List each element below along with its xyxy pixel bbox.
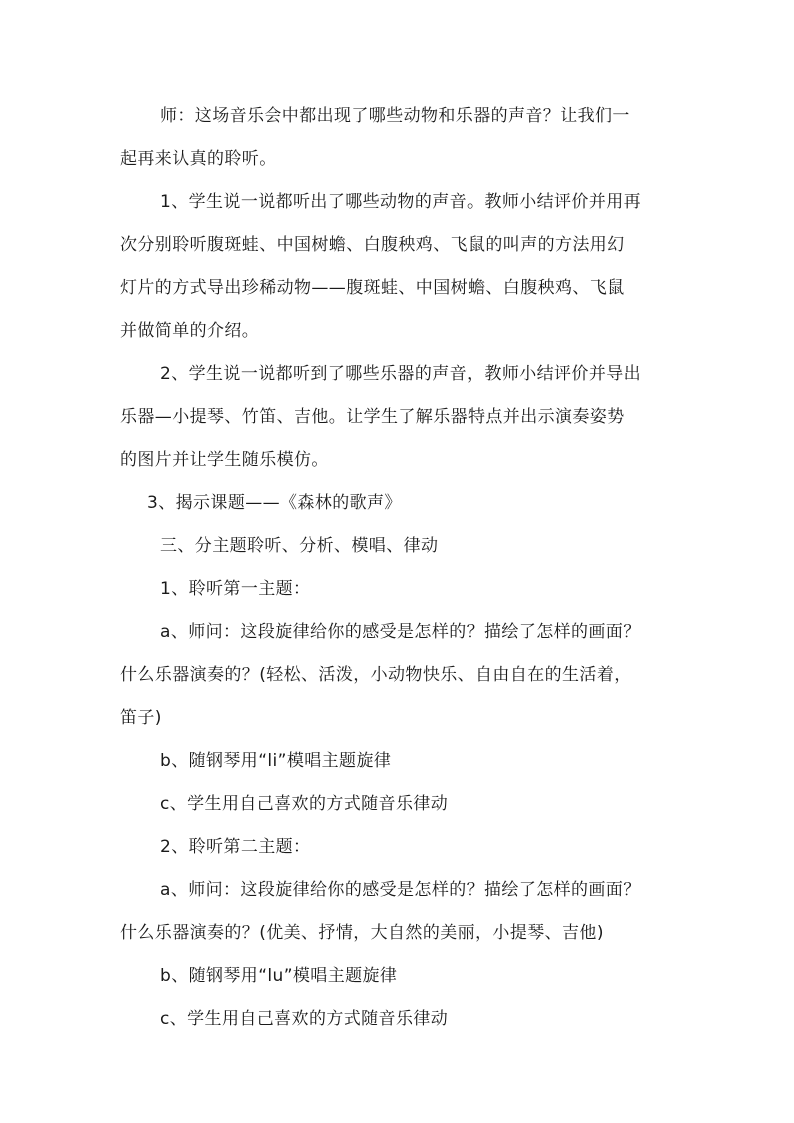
paragraph-line: a、师问：这段旋律给你的感受是怎样的？描绘了怎样的画面？ [160, 622, 641, 642]
paragraph-line: 灯片的方式导出珍稀动物——腹斑蛙、中国树蟾、白腹秧鸡、飞鼠 [120, 278, 625, 298]
paragraph-line: b、随钢琴用“lu”模唱主题旋律 [160, 966, 398, 986]
paragraph-line: 的图片并让学生随乐模仿。 [120, 450, 329, 470]
subsection-heading: 1、聆听第一主题： [160, 579, 311, 599]
paragraph-line: b、随钢琴用“li”模唱主题旋律 [160, 751, 392, 771]
paragraph-line: c、学生用自己喜欢的方式随音乐律动 [160, 794, 449, 814]
paragraph-line: 什么乐器演奏的？(优美、抒情，大自然的美丽，小提琴、吉他) [120, 923, 604, 943]
paragraph-line: c、学生用自己喜欢的方式随音乐律动 [160, 1009, 449, 1029]
paragraph-line: 并做简单的介绍。 [120, 321, 260, 341]
paragraph-line: 起再来认真的聆听。 [120, 149, 277, 169]
paragraph-line: 次分别聆听腹斑蛙、中国树蟾、白腹秧鸡、飞鼠的叫声的方法用幻 [120, 235, 625, 255]
paragraph-line: 1、学生说一说都听出了哪些动物的声音。教师小结评价并用再 [160, 192, 642, 212]
paragraph-line: a、师问：这段旋律给你的感受是怎样的？描绘了怎样的画面？ [160, 880, 641, 900]
paragraph-line: 乐器—小提琴、竹笛、吉他。让学生了解乐器特点并出示演奏姿势 [120, 407, 625, 427]
paragraph-line: 2、学生说一说都听到了哪些乐器的声音，教师小结评价并导出 [160, 364, 642, 384]
subsection-heading: 2、聆听第二主题： [160, 837, 311, 857]
paragraph-line: 师：这场音乐会中都出现了哪些动物和乐器的声音？让我们一 [160, 106, 630, 126]
paragraph-line: 笛子) [120, 708, 162, 728]
paragraph-line: 什么乐器演奏的？(轻松、活泼，小动物快乐、自由自在的生活着， [120, 665, 632, 685]
paragraph-line: 3、揭示课题——《森林的歌声》 [147, 493, 402, 513]
section-heading: 三、分主题聆听、分析、模唱、律动 [160, 536, 439, 556]
